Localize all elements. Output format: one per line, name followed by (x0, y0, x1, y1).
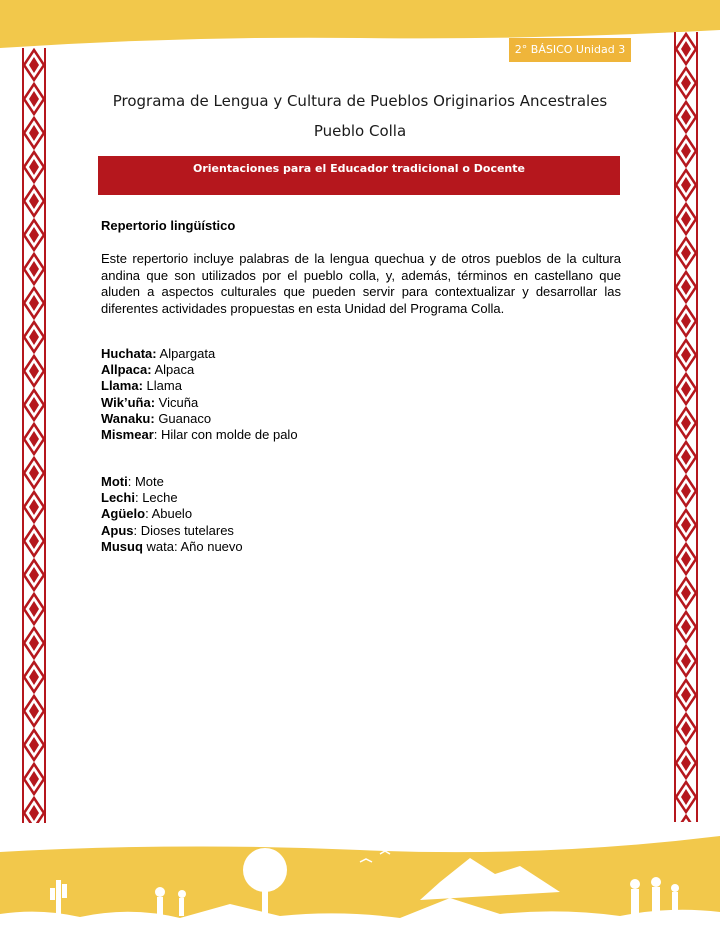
vocab-meaning: : Abuelo (145, 506, 193, 522)
left-andean-pattern-border (22, 48, 46, 823)
vocab-entry (101, 539, 621, 555)
program-title: Programa de Lengua y Cultura de Pueblos Originarios Ancestrales (112, 92, 608, 110)
vocab-term: Allpaca: (101, 362, 152, 378)
vocab-entry (101, 474, 621, 490)
intro-paragraph: Este repertorio incluye palabras de la lengua quechua y de otros pueblos de la cultura andina que son utilizados por el pueblo colla, y, además, términos en castellano que aluden a aspectos culturales que pueden servir para contextualizar y desarrollar las diferentes actividades propuestas en esta Unidad del Programa Colla. (101, 251, 621, 316)
vocab-term: Musuq (101, 538, 143, 554)
vocab-entry (101, 523, 621, 539)
vocab-term: Moti (101, 474, 128, 489)
vocab-entry (101, 346, 621, 362)
vocab-entry (101, 395, 621, 411)
vocab-meaning: wata: Año nuevo (142, 538, 243, 554)
vocabulary-list-2 (101, 474, 621, 555)
vocab-term: Wik’uña: (101, 394, 156, 410)
vocab-term: Huchata: (101, 346, 157, 361)
vocab-term: Apus (101, 522, 134, 538)
vocab-term: Mismear (101, 427, 154, 443)
vocab-meaning: : Dioses tutelares (133, 522, 234, 538)
vocab-term: Wanaku: (101, 410, 155, 426)
vocab-meaning: Alpaca (151, 362, 195, 378)
educator-guidance-banner (98, 156, 620, 195)
vocab-meaning: : Mote (127, 474, 164, 489)
vocab-entry (101, 490, 621, 506)
vocab-meaning: Alpargata (156, 346, 216, 361)
vocab-term: Agüelo (101, 506, 146, 522)
bottom-landscape-illustration (0, 822, 720, 932)
vocab-entry (101, 427, 621, 443)
vocab-term: Lechi (101, 490, 135, 506)
banner-text: Orientaciones para el Educador tradicional o Docente (193, 162, 525, 175)
vocab-entry (101, 362, 621, 378)
vocab-meaning: Vicuña (155, 394, 199, 410)
vocab-meaning: Llama (142, 378, 182, 394)
vocab-meaning: : Hilar con molde de palo (153, 427, 298, 443)
vocab-entry (101, 378, 621, 394)
vocab-meaning: : Leche (134, 490, 178, 506)
grade-unit-badge: 2° BÁSICO Unidad 3 (509, 38, 631, 62)
vocab-term: Llama: (101, 378, 143, 394)
vocab-entry (101, 411, 621, 427)
vocab-meaning: Guanaco (154, 410, 212, 426)
people-subtitle: Pueblo Colla (313, 122, 407, 140)
vocab-entry (101, 506, 621, 522)
vocabulary-list-1 (101, 346, 621, 443)
right-andean-pattern-border (674, 32, 698, 822)
section-heading: Repertorio lingüístico (101, 218, 236, 233)
